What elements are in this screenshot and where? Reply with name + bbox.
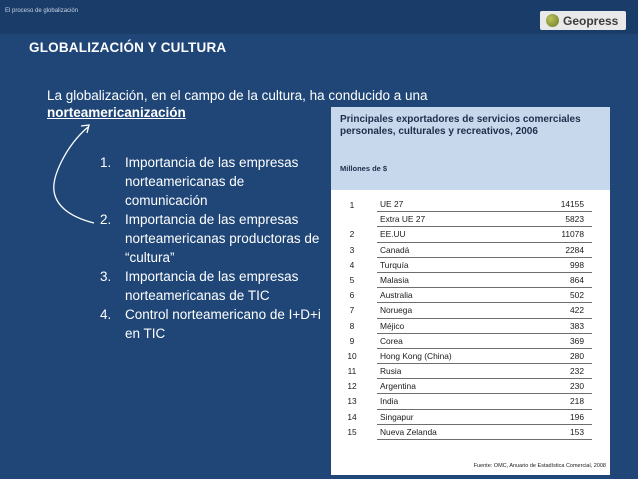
- list-item-text: Importancia de las empresas norteamericanas de comunicación: [125, 155, 299, 208]
- top-bar: [0, 0, 638, 34]
- table-header: [331, 107, 610, 190]
- table-cell-country: Hong Kong (China): [380, 350, 452, 361]
- table-row: [331, 379, 610, 394]
- table-row: [331, 319, 610, 334]
- table-cell-country: Méjico: [380, 320, 405, 331]
- geopress-logo: [540, 11, 626, 30]
- table-cell-country: Extra UE 27: [380, 214, 426, 225]
- table-cell-value: 5823: [565, 214, 584, 225]
- table-cell-country: UE 27: [380, 199, 404, 209]
- table-cell-country: Rusia: [380, 366, 402, 377]
- table-cell-country: Turquía: [380, 259, 409, 270]
- point-list: [100, 153, 325, 343]
- globe-icon: [546, 14, 559, 27]
- list-item: [100, 153, 325, 210]
- list-item: [100, 305, 325, 343]
- list-item-number: 3.: [100, 269, 112, 284]
- list-item-text: Control norteamericano de I+D+i en TIC: [125, 307, 321, 341]
- row-divider: [377, 439, 592, 440]
- table-cell-rank: 11: [347, 366, 357, 377]
- table-row: [331, 243, 610, 258]
- table-cell-value: 422: [570, 305, 584, 316]
- table-row: [331, 197, 610, 212]
- logo-text: Geopress: [563, 13, 619, 28]
- table-cell-country: Australia: [380, 290, 413, 301]
- header-label: El proceso de globalización: [5, 8, 79, 14]
- table-cell-rank: 2: [349, 229, 355, 240]
- table-cell-country: India: [380, 396, 399, 407]
- table-cell-rank: 10: [347, 350, 357, 361]
- table-cell-rank: 14: [347, 411, 357, 422]
- table-cell-country: Corea: [380, 335, 403, 346]
- table-row: [331, 273, 610, 288]
- table-cell-country: Canadá: [380, 244, 410, 255]
- table-cell-value: 998: [570, 259, 584, 270]
- table-cell-rank: 6: [349, 290, 355, 301]
- list-item: [100, 210, 325, 267]
- table-cell-value: 502: [570, 290, 584, 301]
- table-cell-rank: 3: [349, 244, 355, 255]
- table-cell-value: 369: [570, 335, 584, 346]
- table-cell-value: 2284: [565, 244, 584, 255]
- table-row: [331, 349, 610, 364]
- table-cell-rank: 4: [349, 259, 355, 270]
- table-cell-value: 864: [570, 274, 584, 285]
- table-cell-value: 218: [570, 396, 584, 407]
- table-cell-value: 196: [570, 411, 584, 422]
- table-row: [331, 364, 610, 379]
- table-cell-value: 383: [570, 320, 584, 331]
- table-row: [331, 212, 610, 227]
- table-cell-rank: 5: [349, 274, 355, 285]
- list-item-number: 1.: [100, 155, 112, 170]
- table-cell-country: Nueva Zelanda: [380, 426, 437, 437]
- table-row: [331, 258, 610, 273]
- list-item-number: 4.: [100, 307, 112, 322]
- table-title: Principales exportadores de servicios comerciales personales, culturales y recreativos, 2006: [340, 114, 581, 137]
- table-units: Millones de $: [340, 164, 388, 173]
- exporters-table-panel: [331, 107, 610, 475]
- table-source: Fuente: OMC, Anuario de Estadística Comercial, 2008: [473, 463, 606, 469]
- table-cell-value: 280: [570, 350, 584, 361]
- table-cell-value: 230: [570, 381, 584, 392]
- table-cell-rank: 9: [349, 335, 355, 346]
- table-row: [331, 303, 610, 318]
- table-cell-rank: 12: [347, 381, 357, 392]
- table-row: [331, 425, 610, 440]
- list-item-number: 2.: [100, 212, 112, 227]
- table-cell-rank: 13: [347, 396, 357, 407]
- table-row: [331, 410, 610, 425]
- list-item: [100, 267, 325, 305]
- table-cell-value: 232: [570, 366, 584, 377]
- table-cell-country: Malasia: [380, 274, 409, 285]
- table-cell-rank: 15: [347, 426, 357, 437]
- table-cell-value: 153: [570, 426, 584, 437]
- slide-title: GLOBALIZACIÓN Y CULTURA: [29, 40, 227, 55]
- table-cell-country: Noruega: [380, 305, 413, 316]
- table-cell-country: Singapur: [380, 411, 414, 422]
- table-cell-country: EE.UU: [380, 229, 406, 240]
- table-row: [331, 227, 610, 242]
- table-cell-rank: 8: [349, 320, 355, 331]
- table-row: [331, 394, 610, 409]
- list-item-text: Importancia de las empresas norteamericanas de TIC: [125, 269, 299, 303]
- list-item-text: Importancia de las empresas norteamericanas productoras de “cultura”: [125, 212, 320, 265]
- table-cell-country: Argentina: [380, 381, 416, 392]
- table-cell-value: 14155: [560, 199, 584, 209]
- table-rows: [331, 197, 610, 440]
- intro-emphasis: norteamericanización: [47, 105, 186, 120]
- curved-arrow-icon: [48, 121, 108, 241]
- table-cell-rank: 1: [349, 200, 355, 210]
- table-row: [331, 288, 610, 303]
- table-row: [331, 334, 610, 349]
- table-cell-rank: 7: [349, 305, 355, 316]
- intro-sentence: La globalización, en el campo de la cultura, ha conducido a una: [47, 88, 428, 103]
- table-cell-value: 11078: [561, 229, 584, 240]
